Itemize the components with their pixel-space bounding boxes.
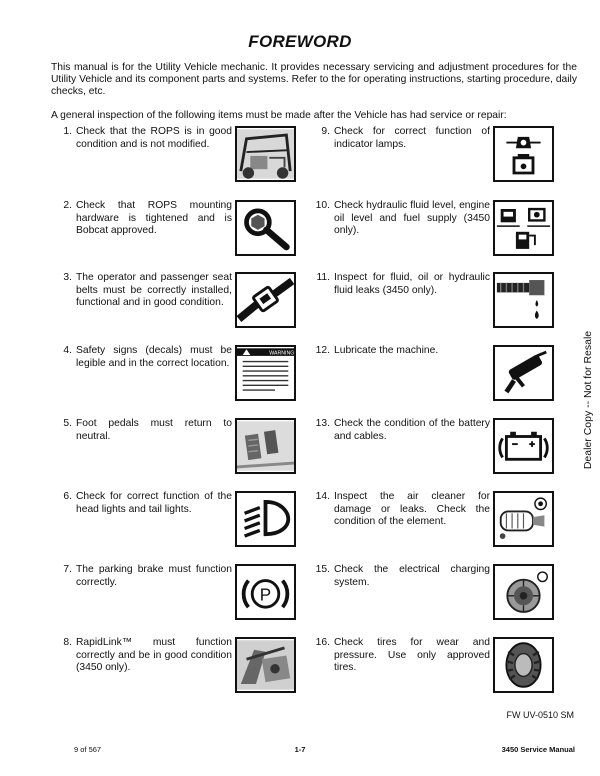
item-number: 7. [63,564,72,575]
rapidlink-icon [235,637,296,693]
item-text: Check the electrical charging system. [334,564,490,588]
rops-icon [235,126,296,182]
inspection-item-14 [310,491,560,551]
item-text: RapidLink™ must function correctly and be in good condition (3450 only). [76,637,232,673]
item-text: Safety signs (decals) must be legible and in the correct location. [76,345,232,369]
item-number: 9. [321,126,330,137]
indicator-lamps-icon [493,126,554,182]
inspection-item-5 [52,418,302,478]
item-number: 10. [315,200,330,211]
item-number: 16. [315,637,330,648]
item-number: 6. [63,491,72,502]
air-cleaner-icon [493,491,554,547]
item-text: Inspect for fluid, oil or hydraulic fluid leaks (3450 only). [334,272,490,296]
decal-label: WARNING [269,350,294,357]
item-number: 2. [63,200,72,211]
intro-paragraph: This manual is for the Utility Vehicle mechanic. It provides necessary servicing and adjustment procedures for the Utility Vehicle and its component parts and systems. Refer to the for operating instructions, starting procedure, daily checks, etc. [51,62,577,97]
item-text: Check for correct function of indicator lamps. [334,126,490,150]
foot-pedals-icon [235,418,296,474]
item-number: 8. [63,637,72,648]
tire-icon [493,637,554,693]
item-number: 15. [315,564,330,575]
inspection-item-7 [52,564,302,624]
item-text: Check that the ROPS is in good condition and is not modified. [76,126,232,150]
item-number: 14. [315,491,330,502]
item-text: Check hydraulic fluid level, engine oil level and fuel supply (3450 only). [334,200,490,236]
page-count: 9 of 567 [74,745,102,754]
item-number: 4. [63,345,72,356]
item-text: The parking brake must function correctly. [76,564,232,588]
parking-brake-icon [235,564,296,620]
document-reference: FW UV-0510 SM [506,710,574,720]
inspection-item-13 [310,418,560,478]
page-number: 1-7 [294,745,306,754]
manual-title: 3450 Service Manual [501,745,575,754]
alternator-icon [493,564,554,620]
item-text: Check that ROPS mounting hardware is tightened and is Bobcat approved. [76,200,232,236]
inspection-item-2 [52,200,302,260]
inspection-item-3 [52,272,302,332]
inspection-item-12 [310,345,560,405]
inspection-item-16 [310,637,560,697]
item-number: 5. [63,418,72,429]
inspection-item-6 [52,491,302,551]
item-number: 12. [315,345,330,356]
item-text: Inspect the air cleaner for damage or leaks. Check the condition of the element. [334,491,490,527]
item-text: Foot pedals must return to neutral. [76,418,232,442]
item-text: Check tires for wear and pressure. Use only approved tires. [334,637,490,673]
wrench-icon [235,200,296,256]
item-number: 3. [63,272,72,283]
inspection-item-8 [52,637,302,697]
brake-letter: P [259,585,272,605]
general-inspection-text: A general inspection of the following items must be made after the Vehicle has had service or repair: [51,110,507,121]
item-text: Lubricate the machine. [334,345,439,356]
inspection-item-4 [52,345,302,405]
battery-icon [493,418,554,474]
inspection-item-9 [310,126,560,186]
dealer-copy-watermark: Dealer Copy -- Not for Resale [582,330,594,470]
item-text: The operator and passenger seat belts must be correctly installed, functional and in good condition. [76,272,232,308]
fluid-leak-icon [493,272,554,328]
page-title: FOREWORD [248,32,352,51]
inspection-item-1 [52,126,302,186]
inspection-item-11 [310,272,560,332]
headlight-icon [235,491,296,547]
item-number: 11. [316,272,330,283]
item-number: 13. [315,418,330,429]
item-number: 1. [63,126,72,137]
item-text: Check the condition of the battery and cables. [334,418,490,442]
fluid-levels-icon [493,200,554,256]
grease-gun-icon [493,345,554,401]
warning-decal-icon [235,345,296,401]
item-text: Check for correct function of the head lights and tail lights. [76,491,232,515]
inspection-item-15 [310,564,560,624]
seat-belt-icon [235,272,296,328]
inspection-item-10 [310,200,560,260]
